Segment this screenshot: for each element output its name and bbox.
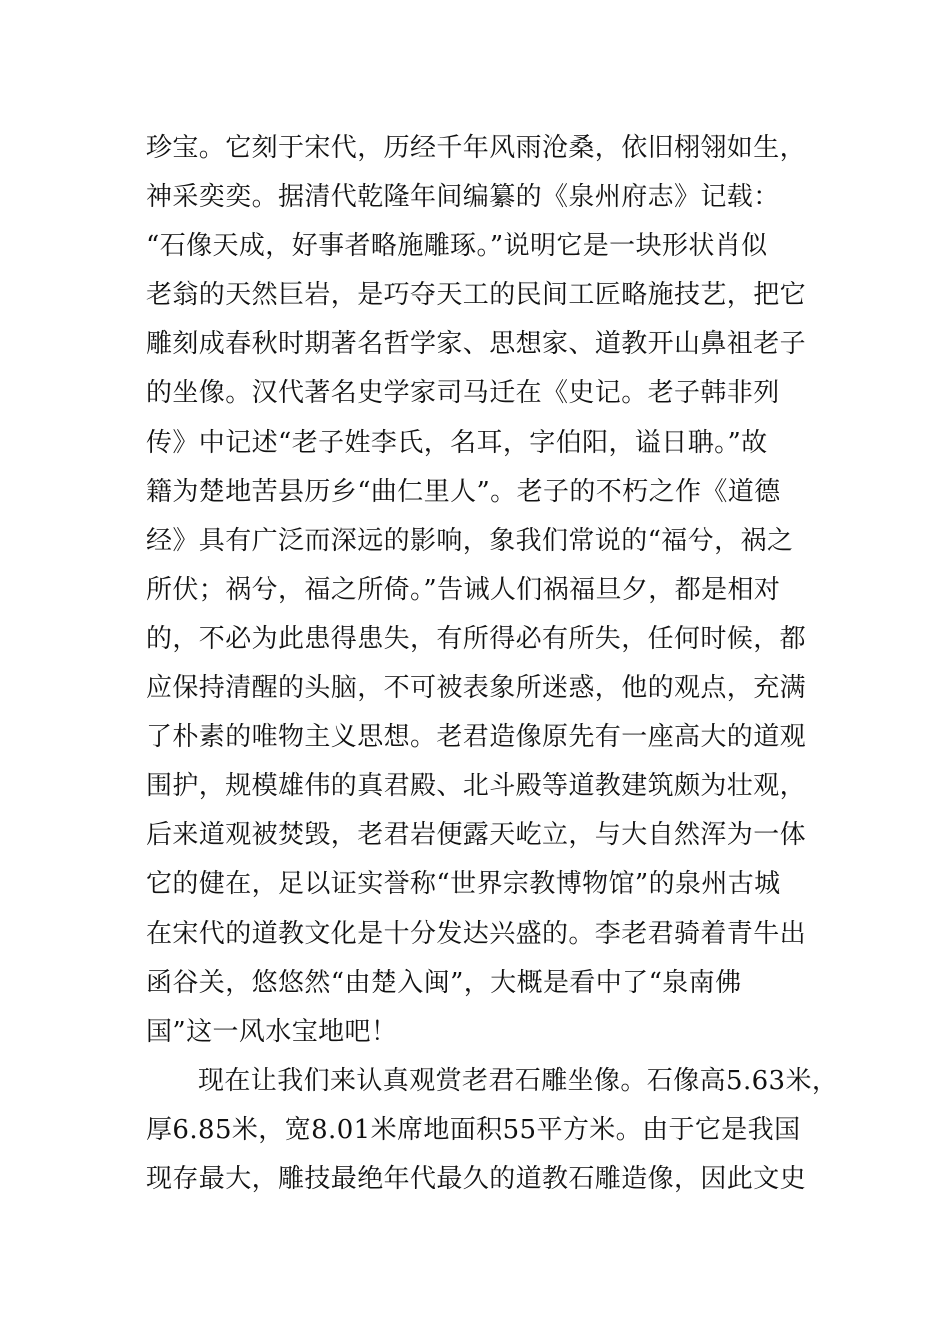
text-line: 传》中记述“老子姓李氏，名耳，字伯阳，谥日聃。”故 xyxy=(146,427,768,458)
text-line: 籍为楚地苦县历乡“曲仁里人”。老子的不朽之作《道德 xyxy=(146,476,781,507)
text-line: 了朴素的唯物主义思想。老君造像原先有一座高大的道观 xyxy=(146,722,807,753)
text-line: 的坐像。汉代著名史学家司马迁在《史记。老子韩非列 xyxy=(146,378,780,409)
paragraph-start-line: 现在让我们来认真观赏老君石雕坐像。石像高5.63米， xyxy=(198,1065,839,1096)
text-line: 神采奕奕。据清代乾隆年间编纂的《泉州府志》记载： xyxy=(146,182,780,213)
text-line: 所伏；祸兮，福之所倚。”告诫人们祸福旦夕，都是相对 xyxy=(146,574,781,605)
text-line: 的，不必为此患得患失，有所得必有所失，任何时候，都 xyxy=(146,623,807,654)
text-line: 应保持清醒的头脑，不可被表象所迷惑，他的观点，充满 xyxy=(146,673,807,704)
text-line: 老翁的天然巨岩，是巧夺天工的民间工匠略施技艺，把它 xyxy=(146,280,807,311)
text-line: 经》具有广泛而深远的影响，象我们常说的“福兮，祸之 xyxy=(146,525,794,556)
text-line: 围护，规模雄伟的真君殿、北斗殿等道教建筑颇为壮观， xyxy=(146,771,807,802)
body-text xyxy=(146,124,839,1204)
text-line: 函谷关，悠悠然“由楚入闽”，大概是看中了“泉南佛 xyxy=(146,967,742,998)
text-line: 国”这一风水宝地吧！ xyxy=(146,1016,398,1047)
text-line: 在宋代的道教文化是十分发达兴盛的。李老君骑着青牛出 xyxy=(146,918,807,949)
text-line: 现存最大，雕技最绝年代最久的道教石雕造像，因此文史 xyxy=(146,1163,807,1194)
text-line: “石像天成，好事者略施雕琢。”说明它是一块形状肖似 xyxy=(146,231,768,262)
text-line: 厚6.85米，宽8.01米席地面积55平方米。由于它是我国 xyxy=(146,1114,801,1145)
text-line: 后来道观被焚毁，老君岩便露天屹立，与大自然浑为一体 xyxy=(146,820,807,851)
text-line: 珍宝。它刻于宋代，历经千年风雨沧桑，依旧栩翎如生， xyxy=(146,133,807,163)
text-line: 它的健在，足以证实誉称“世界宗教博物馆”的泉州古城 xyxy=(146,869,781,900)
text-line: 雕刻成春秋时期著名哲学家、思想家、道教开山鼻祖老子 xyxy=(146,329,807,360)
